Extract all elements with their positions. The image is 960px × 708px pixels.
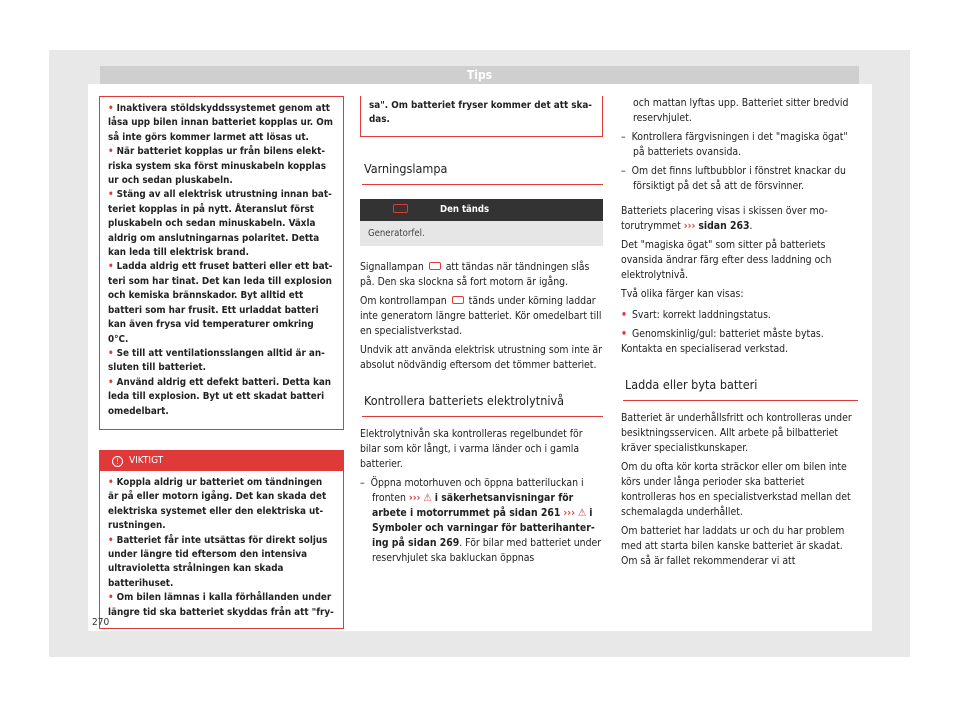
list-item: • Genomskinlig/gul: batteriet måste bytas. Kontakta en specialiserad verkstad. bbox=[621, 328, 824, 355]
warning-item: • Ladda aldrig ett fruset batteri eller ett batteri som har tinat. Det kan leda till explosion och kemiska brännskador. Byt alltid ett batteri som har frusit. Ett urladdat batteri kan även frysa vid temperaturer omkring 0°C. bbox=[108, 261, 333, 345]
warning-item: • Stäng av all elektrisk utrustning innan batteriet kopplas in på nytt. Återanslut först pluskabeln och sedan minuskabeln. Växla aldrig om anslutningarnas polaritet. Detta kan leda till elektrisk brand. bbox=[108, 189, 332, 259]
notice-header bbox=[100, 451, 343, 471]
reference-arrow-icon: ››› bbox=[408, 491, 421, 504]
reference-arrow-icon: ››› bbox=[683, 220, 696, 232]
warning-item: • Inaktivera stöldskyddssystemet genom att låsa upp bilen innan batteriet kopplas ur. Om så inte görs kommer larmet att lösas ut. bbox=[108, 103, 333, 143]
paragraph: Om kontrollampan tänds under körning laddar inte generatorn längre batteriet. Kör omedelbart till en specialistverkstad. bbox=[360, 294, 602, 337]
paragraph: Om batteriet har laddats ur och du har problem med att starta bilen kanske batteriet är skadat. Om så är fallet rekommenderar vi att bbox=[621, 525, 845, 567]
notice-box bbox=[99, 450, 344, 629]
notice-item: • Batteriet får inte utsättas för direkt soljus under längre tid eftersom den intensiva ultravioletta strålningen kan skada batterihuset. bbox=[108, 534, 328, 589]
section-heading-ladda: Ladda eller byta batteri bbox=[621, 367, 858, 401]
page-header: Tips bbox=[100, 66, 859, 84]
reference-link[interactable]: i Symboler och varningar för batterihantering på sidan 269 bbox=[372, 506, 595, 549]
reference-link[interactable]: sidan 263 bbox=[698, 220, 750, 232]
reference-link[interactable]: i säkerhetsanvisningar för arbete i motorrummet på sidan 261 bbox=[372, 491, 574, 519]
bullet-icon: • bbox=[108, 146, 114, 158]
warning-lamp-table bbox=[360, 199, 603, 246]
bullet-icon: • bbox=[621, 328, 627, 340]
page-number: 270 bbox=[92, 617, 110, 628]
notice-item: • Om bilen lämnas i kalla förhållanden under längre tid ska batteriet skyddas från att "fry- bbox=[108, 592, 334, 618]
paragraph: Om du ofta kör korta sträckor eller om bilen inte körs under långa perioder ska batteriet kontrolleras hos en specialistverkstad mellan det schemalagda underhållet. bbox=[621, 461, 851, 518]
notice-title: VIKTIGT bbox=[129, 454, 164, 466]
paragraph: Elektrolytnivån ska kontrolleras regelbundet för bilar som kör långt, i varma länder och i gamla batterier. bbox=[360, 427, 583, 470]
paragraph: Signallampan att tändas när tändningen slås på. Den ska slockna så fort motorn är igång. bbox=[360, 260, 590, 288]
notice-body bbox=[100, 471, 343, 628]
paragraph: Batteriet är underhållsfritt och kontrolleras under besiktningsservicen. Allt arbete på bilbatteriet kräver specialistkunskaper. bbox=[621, 412, 852, 454]
reference-arrow-icon: ››› bbox=[563, 506, 575, 519]
dash-item: – Öppna motorhuven och öppna batteriluckan i fronten ››› ⚠ i säkerhetsanvisningar för arbete i motorrummet på sidan 261 ››› ⚠ i Symboler och varningar för batterihantering på sidan 269. För bilar med batteriet under reservhjulet ska bakluckan öppnas bbox=[360, 476, 602, 564]
warning-item: • Se till att ventilationsslangen alltid är ansluten till batteriet. bbox=[108, 347, 325, 374]
bullet-icon: • bbox=[621, 309, 627, 321]
list-item: • Svart: korrekt laddningstatus. bbox=[621, 309, 771, 321]
bullet-icon: • bbox=[108, 476, 114, 488]
warning-box bbox=[99, 96, 344, 430]
paragraph: och mattan lyftas upp. Batteriet sitter bredvid reservhjulet. bbox=[633, 97, 849, 124]
bullet-icon: • bbox=[108, 261, 114, 273]
bullet-icon: • bbox=[108, 347, 114, 359]
battery-lamp-icon bbox=[393, 204, 408, 213]
paragraph: Batteriets placering visas i skissen över motorutrymmet ››› sidan 263. bbox=[621, 205, 828, 232]
notice-item: • Koppla aldrig ur batteriet om tändningen är på eller motorn igång. Det kan skada det elektriska systemet eller den elektriska utrustningen. bbox=[108, 476, 327, 532]
warning-continuation: sa". Om batteriet fryser kommer det att skadas. bbox=[360, 96, 603, 137]
column-left bbox=[99, 96, 344, 629]
bullet-icon: • bbox=[108, 592, 114, 604]
paragraph: Det "magiska ögat" som sitter på batteriets ovansida ändrar färg efter dess laddning och elektrolytnivå. bbox=[621, 239, 832, 281]
bullet-icon: • bbox=[108, 103, 114, 114]
column-middle bbox=[360, 96, 603, 566]
paragraph: Undvik att använda elektrisk utrustning som inte är absolut nödvändig eftersom det tömmer batteriet. bbox=[360, 343, 602, 371]
warning-triangle-icon: ⚠ bbox=[577, 506, 587, 519]
bullet-icon: • bbox=[108, 376, 114, 388]
section-heading-varningslampa: Varningslampa bbox=[360, 151, 603, 185]
table-header-label: Den tänds bbox=[440, 199, 603, 221]
bullet-icon: • bbox=[108, 534, 114, 546]
warning-triangle-icon: ⚠ bbox=[423, 491, 432, 504]
table-row: Generatorfel. bbox=[360, 221, 603, 246]
warning-item: • När batteriet kopplas ur från bilens elektriska system ska först minuskabeln kopplas ur och sedan pluskabeln. bbox=[108, 146, 326, 187]
column-right bbox=[621, 96, 858, 569]
bullet-icon: • bbox=[108, 189, 114, 201]
warning-item: • Använd aldrig ett defekt batteri. Detta kan leda till explosion. Byt ut ett skadat batteri omedelbart. bbox=[108, 376, 332, 417]
table-header-icon bbox=[360, 199, 440, 221]
battery-lamp-icon bbox=[429, 262, 441, 270]
exclamation-icon: ! bbox=[112, 456, 123, 467]
battery-lamp-icon bbox=[452, 296, 464, 304]
section-heading-kontrollera: Kontrollera batteriets elektrolytnivå bbox=[360, 383, 603, 417]
dash-item: – Om det finns luftbubblor i fönstret knackar du försiktigt på det så att de försvinner. bbox=[621, 165, 846, 192]
paragraph: Två olika färger kan visas: bbox=[621, 288, 744, 300]
dash-item: – Kontrollera färgvisningen i det "magiska ögat" på batteriets ovansida. bbox=[621, 131, 848, 158]
